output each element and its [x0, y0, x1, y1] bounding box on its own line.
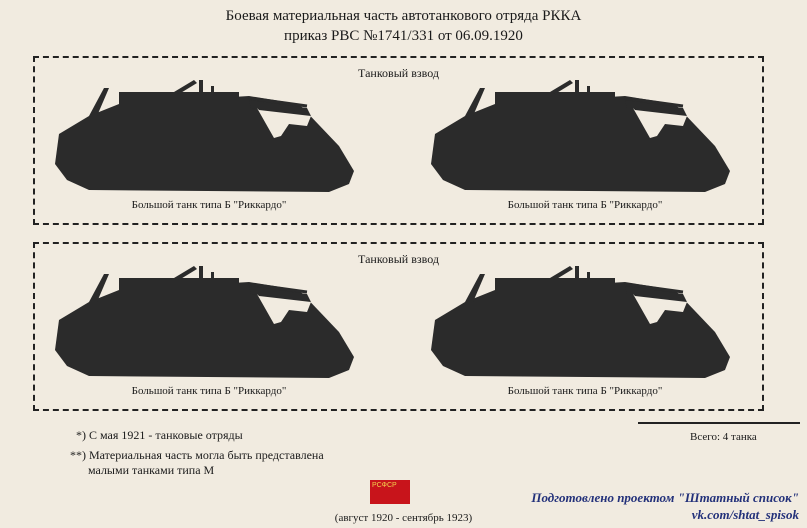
title-line-1: Боевая материальная часть автотанкового отряда РККА: [225, 8, 582, 24]
tank-2: [425, 76, 745, 214]
title-line-2: приказ РВС №1741/331 от 06.09.1920: [284, 28, 523, 44]
tank-label: Большой танк типа Б "Риккардо": [507, 385, 663, 397]
tank-label: Большой танк типа Б "Риккардо": [507, 199, 663, 211]
credit-link[interactable]: vk.com/shtat_spisok: [691, 507, 799, 522]
divider: [638, 422, 800, 424]
period: (август 1920 - сентябрь 1923): [334, 512, 473, 524]
platoon-title: Танковый взвод: [358, 252, 439, 266]
tank-label: Большой танк типа Б "Риккардо": [131, 385, 287, 397]
credit-line: Подготовлено проектом "Штатный список": [531, 490, 799, 505]
flag-icon: [370, 480, 410, 504]
tank-label: Большой танк типа Б "Риккардо": [131, 199, 287, 211]
tank-silhouette-icon: [425, 76, 745, 196]
platoon-2: [33, 242, 764, 411]
footnote-1: *) С мая 1921 - танковые отряды: [76, 428, 243, 442]
tank-silhouette-icon: [49, 76, 369, 196]
tank-4: [425, 262, 745, 400]
flag-text: РСФСР: [372, 482, 397, 489]
tank-3: [49, 262, 369, 400]
footnote-2: **) Материальная часть могла быть представлена: [70, 448, 324, 462]
platoon-1: [33, 56, 764, 225]
tank-silhouette-icon: [49, 262, 369, 382]
footnote-2-continued: малыми танками типа М: [88, 463, 215, 477]
tank-silhouette-icon: [425, 262, 745, 382]
total-count: Всего: 4 танка: [690, 431, 757, 443]
platoon-title: Танковый взвод: [358, 66, 439, 80]
tank-1: [49, 76, 369, 214]
